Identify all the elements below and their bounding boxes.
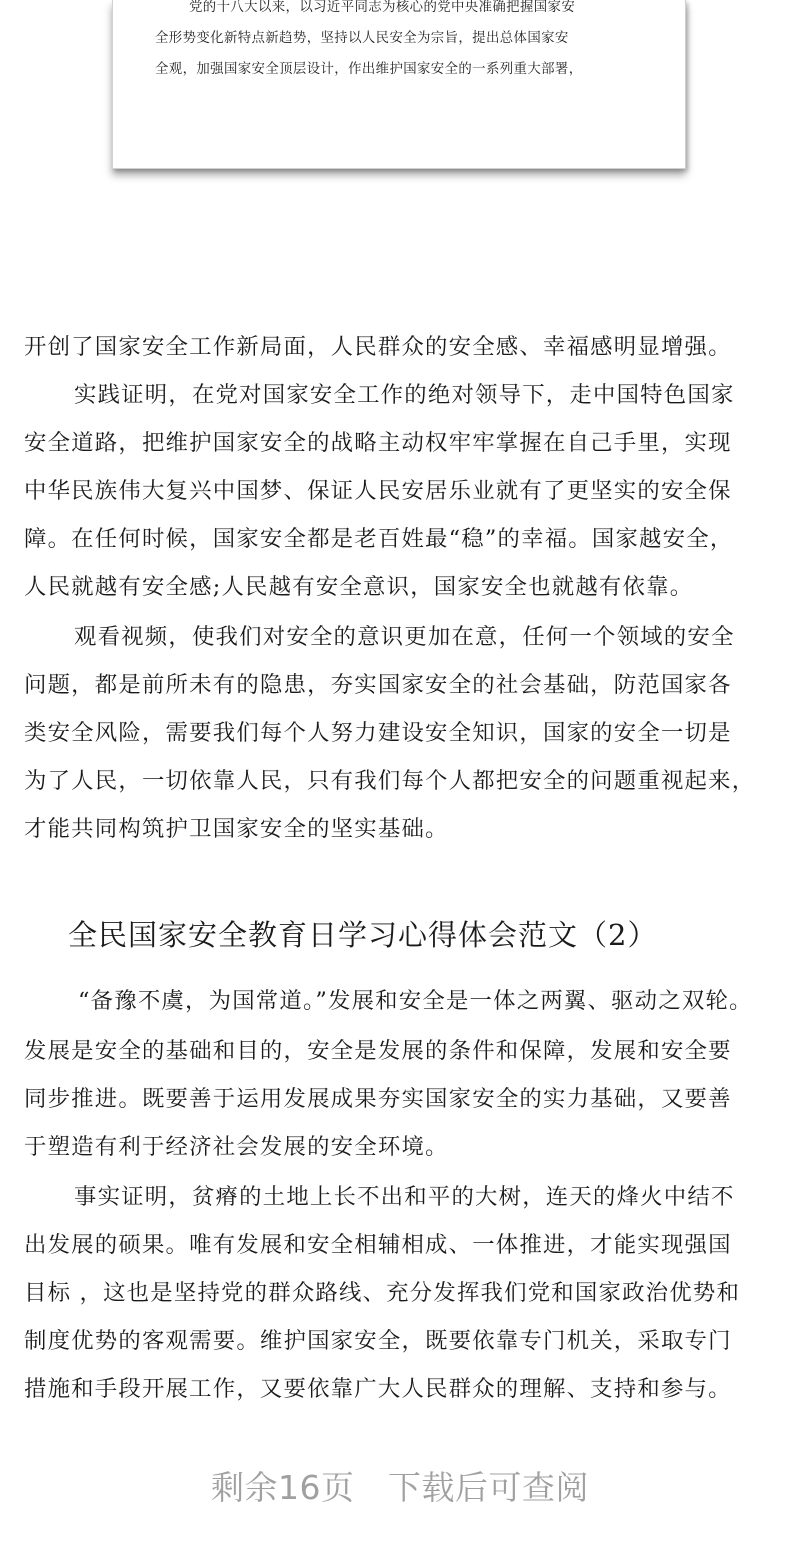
body-text-line: 人民就越有安全感;人民越有安全意识，国家安全也就越有依靠。 <box>24 574 694 600</box>
preview-text-line: 全观，加强国家安全顶层设计，作出维护国家安全的一系列重大部署， <box>155 62 583 77</box>
body-text-line: 事实证明，贫瘠的土地上长不出和平的大树，连天的烽火中结不 <box>74 1184 735 1210</box>
body-text-line: 开创了国家安全工作新局面，人民群众的安全感、幸福感明显增强。 <box>24 334 732 360</box>
section-title: 全民国家安全教育日学习心得体会范文（2） <box>68 918 658 952</box>
body-text-line: 制度优势的客观需要。维护国家安全，既要依靠专门机关，采取专门 <box>24 1328 732 1354</box>
body-text-line: 实践证明，在党对国家安全工作的绝对领导下，走中国特色国家 <box>74 382 735 408</box>
body-text-line: 为了人民，一切依靠人民，只有我们每个人都把安全的问题重视起来， <box>24 768 756 794</box>
body-text-line: 发展是安全的基础和目的，安全是发展的条件和保障，发展和安全要 <box>24 1038 732 1064</box>
body-text-line: 障。在任何时候，国家安全都是老百姓最“稳”的幸福。国家越安全， <box>24 526 734 552</box>
body-text-line: 中华民族伟大复兴中国梦、保证人民安居乐业就有了更坚实的安全保 <box>24 478 732 504</box>
body-text-line: 类安全风险，需要我们每个人努力建设安全知识，国家的安全一切是 <box>24 720 732 746</box>
body-text-line: 才能共同构筑护卫国家安全的坚实基础。 <box>24 816 449 842</box>
body-text-line: 于塑造有利于经济社会发展的安全环境。 <box>24 1134 449 1160</box>
body-text-line: 观看视频，使我们对安全的意识更加在意，任何一个领域的安全 <box>74 624 735 650</box>
body-text-line: 出发展的硕果。唯有发展和安全相辅相成、一体推进，才能实现强国 <box>24 1232 732 1258</box>
remaining-pages-notice[interactable]: 剩余16页 下载后可查阅 <box>211 1468 589 1507</box>
body-text-line: 措施和手段开展工作，又要依靠广大人民群众的理解、支持和参与。 <box>24 1376 732 1402</box>
body-text-line: 同步推进。既要善于运用发展成果夯实国家安全的实力基础，又要善 <box>24 1086 732 1112</box>
body-text-line: “备豫不虞，为国常道。”发展和安全是一体之两翼、驱动之双轮。 <box>78 988 753 1014</box>
body-text-line: 安全道路，把维护国家安全的战略主动权牢牢掌握在自己手里，实现 <box>24 430 732 456</box>
document-preview-card <box>112 0 686 169</box>
preview-text-line: 党的十八大以来，以习近平同志为核心的党中央准确把握国家安 <box>189 0 576 15</box>
preview-text-line: 全形势变化新特点新趋势，坚持以人民安全为宗旨，提出总体国家安 <box>155 31 569 46</box>
body-text-line: 问题，都是前所未有的隐患，夯实国家安全的社会基础，防范国家各 <box>24 672 732 698</box>
body-text-line: 目标 ，这也是坚持党的群众路线、充分发挥我们党和国家政治优势和 <box>24 1280 741 1306</box>
